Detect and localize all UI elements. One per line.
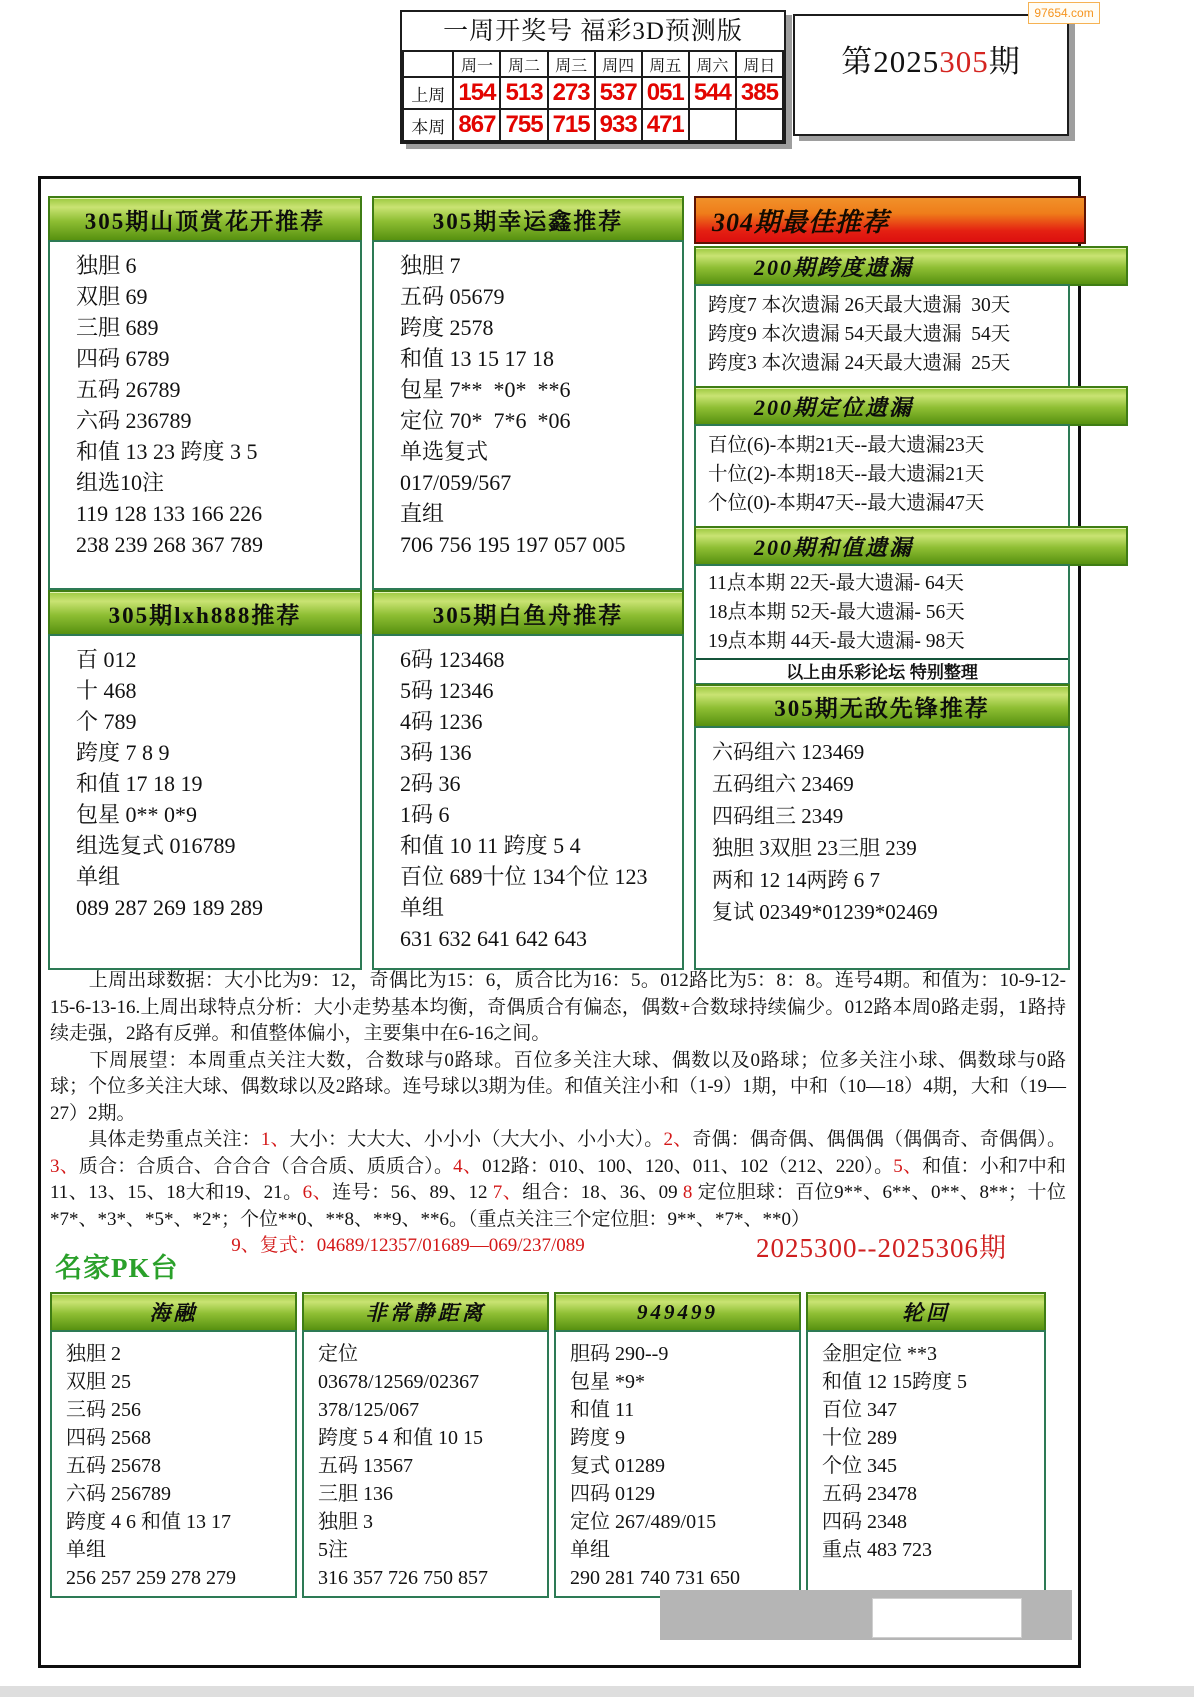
text-line: 十位(2)-本期18天--最大遗漏21天 bbox=[708, 464, 985, 485]
analysis-paragraph-focus bbox=[50, 1127, 1066, 1233]
weekly-draws-panel bbox=[400, 10, 786, 144]
text-line: 重点 483 723 bbox=[822, 1539, 932, 1561]
page-bottom-strip bbox=[0, 1686, 1194, 1697]
box-wudi-content bbox=[694, 726, 1070, 970]
box-dingwei-content bbox=[694, 424, 1070, 529]
text-line: 个位(0)-本期47天--最大遗漏47天 bbox=[708, 493, 985, 514]
draw-number-cell: 933 bbox=[595, 109, 642, 141]
text-line: 包星 7** *0* **6 bbox=[400, 377, 571, 402]
text-line: 四码 2568 bbox=[66, 1427, 151, 1449]
text-line: 跨度 7 8 9 bbox=[76, 740, 170, 765]
weekday-cell: 周四 bbox=[595, 51, 642, 77]
box-lxh888-header: 305期lxh888推荐 bbox=[48, 590, 362, 636]
text-line: 316 357 726 750 857 bbox=[318, 1567, 488, 1589]
text-line: 三胆 689 bbox=[76, 315, 159, 340]
text-line: 238 239 268 367 789 bbox=[76, 532, 263, 557]
pk-box-content bbox=[554, 1330, 801, 1598]
focus-marker: 4、 bbox=[453, 1155, 483, 1177]
draw-number-cell: 867 bbox=[453, 109, 500, 141]
focus-marker: 6、 bbox=[302, 1182, 333, 1203]
focus-marker: 3、 bbox=[50, 1155, 79, 1177]
box-hezhi-content bbox=[694, 564, 1070, 685]
text-line: 双胆 69 bbox=[76, 284, 148, 309]
text-line: 五码 13567 bbox=[318, 1455, 413, 1477]
text-line: 六码 256789 bbox=[66, 1483, 171, 1505]
text-line: 三胆 136 bbox=[318, 1483, 393, 1505]
text-line: 单组 bbox=[76, 864, 121, 889]
text-line: 独胆 2 bbox=[66, 1343, 121, 1365]
weekday-cell: 周六 bbox=[689, 51, 736, 77]
text-line: 百位 347 bbox=[822, 1399, 897, 1421]
draw-number-cell: 154 bbox=[453, 77, 500, 109]
focus-marker: 5、 bbox=[893, 1155, 923, 1177]
draw-number-cell: 471 bbox=[642, 109, 689, 141]
text-line: 和值 17 18 19 bbox=[76, 771, 203, 796]
text-line: 2码 36 bbox=[400, 771, 461, 796]
text-line: 1码 6 bbox=[400, 802, 450, 827]
draw-number-cell: 385 bbox=[736, 77, 783, 109]
text-line: 五码 26789 bbox=[76, 377, 181, 402]
text-line: 组选复式 016789 bbox=[76, 833, 236, 858]
text-line: 独胆 7 bbox=[400, 253, 461, 278]
draw-number-cell: 755 bbox=[500, 109, 547, 141]
text-line: 六码组六 123469 bbox=[712, 740, 865, 764]
text-line: 三码 256 bbox=[66, 1399, 141, 1421]
corner-cell bbox=[403, 51, 453, 77]
text-line: 独胆 3 bbox=[318, 1511, 373, 1533]
text-line: 11点本期 22天-最大遗漏- 64天 bbox=[708, 573, 965, 594]
text-line: 五码 25678 bbox=[66, 1455, 161, 1477]
text-line: 四码组三 2349 bbox=[712, 804, 844, 828]
analysis-paragraph-outlook: 下周展望：本周重点关注大数，合数球与0路球。百位多关注大球、偶数以及0路球；位多关注小球、偶数球与0路球；个位多关注大球、偶数球以及2路球。连号球以3期为佳。和值关注小和（1-9）1期，中和（10—18）4期，大和（19—27）2期。 bbox=[50, 1049, 1066, 1124]
pk-box-content bbox=[302, 1330, 549, 1598]
text-line: 和值 10 11 跨度 5 4 bbox=[400, 833, 581, 858]
text-line: 单组 bbox=[570, 1539, 610, 1561]
text-line: 跨度3 本次遗漏 24天最大遗漏 25天 bbox=[708, 353, 1011, 374]
box-dingwei-header: 200期定位遗漏 bbox=[694, 386, 1128, 426]
week-row-label: 上周 bbox=[403, 77, 453, 109]
draw-number-cell: 513 bbox=[500, 77, 547, 109]
focus-text: 定位胆球：百位9**、6**、0**、8**；十位*7*、*3*、*5*、*2*；个位**0、**8、**9、**6。（重点关注三个定位胆：9**、*7*、**0） bbox=[50, 1182, 1066, 1230]
weekday-cell: 周二 bbox=[500, 51, 547, 77]
text-line: 706 756 195 197 057 005 bbox=[400, 532, 626, 557]
pk-box-content bbox=[806, 1330, 1046, 1598]
text-line: 百位 689十位 134个位 123 bbox=[400, 864, 648, 889]
text-line: 089 287 269 189 289 bbox=[76, 895, 263, 920]
text-line: 四码 6789 bbox=[76, 346, 170, 371]
pk-box-header: 海融 bbox=[50, 1292, 297, 1332]
box-lxh888-content bbox=[48, 634, 362, 970]
draw-number-cell: 537 bbox=[595, 77, 642, 109]
focus-text: 质合：合质合、合合合（合合质、质质合）。 bbox=[78, 1155, 454, 1177]
focus-marker: 2、 bbox=[663, 1129, 693, 1150]
text-line: 跨度9 本次遗漏 54天最大遗漏 54天 bbox=[708, 324, 1011, 345]
text-line: 和值 13 15 17 18 bbox=[400, 346, 555, 371]
text-line: 单选复式 bbox=[400, 439, 489, 464]
weekday-cell: 周一 bbox=[453, 51, 500, 77]
pk-box-header: 949499 bbox=[554, 1292, 801, 1332]
analysis-fushi-line: 9、复式：04689/12357/01689—069/237/089 bbox=[231, 1235, 585, 1256]
text-line: 290 281 740 731 650 bbox=[570, 1567, 740, 1589]
weekly-table bbox=[402, 50, 784, 142]
text-line: 定位 70* 7*6 *06 bbox=[400, 408, 571, 433]
focus-text: 连号：56、89、12 bbox=[332, 1182, 493, 1203]
issue-number bbox=[795, 36, 1067, 81]
text-line: 和值 11 bbox=[570, 1399, 635, 1421]
issue-prefix: 第2025 bbox=[841, 44, 940, 79]
pk-box-header: 非常静距离 bbox=[302, 1292, 549, 1332]
focus-text: 大小：大大大、小小小（大大小、小小大）。 bbox=[289, 1129, 664, 1150]
text-line: 单组 bbox=[400, 895, 445, 920]
text-line: 独胆 6 bbox=[76, 253, 137, 278]
text-line: 复试 02349*01239*02469 bbox=[712, 900, 938, 924]
weekly-draws-title: 一周开奖号 福彩3D预测版 bbox=[443, 18, 743, 45]
draw-number-cell: 715 bbox=[548, 109, 595, 141]
text-line: 017/059/567 bbox=[400, 470, 512, 495]
text-line: 378/125/067 bbox=[318, 1399, 420, 1421]
text-line: 组选10注 bbox=[76, 470, 165, 495]
issue-range: 2025300--2025306期 bbox=[756, 1233, 1007, 1263]
weekday-cell: 周日 bbox=[736, 51, 783, 77]
text-line: 4码 1236 bbox=[400, 709, 483, 734]
issue-panel bbox=[793, 14, 1069, 136]
box-hezhi-header: 200期和值遗漏 bbox=[694, 526, 1128, 566]
box-baiyuzhou-content bbox=[372, 634, 684, 970]
analysis-block bbox=[50, 968, 1066, 1259]
box-baiyuzhou-header: 305期白鱼舟推荐 bbox=[372, 590, 684, 636]
issue-highlight: 305 bbox=[939, 44, 989, 79]
text-line: 03678/12569/02367 bbox=[318, 1371, 480, 1393]
box-xingyunxin-content bbox=[372, 240, 684, 590]
text-line: 六码 236789 bbox=[76, 408, 192, 433]
draw-number-cell: 273 bbox=[548, 77, 595, 109]
text-line: 631 632 641 642 643 bbox=[400, 926, 587, 951]
text-line: 定位 267/489/015 bbox=[570, 1511, 717, 1533]
text-line: 五码 05679 bbox=[400, 284, 505, 309]
box-wudi-header: 305期无敌先锋推荐 bbox=[694, 684, 1070, 728]
text-line: 百位(6)-本期21天--最大遗漏23天 bbox=[708, 435, 985, 456]
text-line: 胆码 290--9 bbox=[570, 1343, 669, 1365]
box-xingyunxin-header: 305期幸运鑫推荐 bbox=[372, 196, 684, 242]
hezhi-lines bbox=[696, 569, 1068, 656]
box-best304-header: 304期最佳推荐 bbox=[694, 196, 1086, 244]
text-line: 跨度7 本次遗漏 26天最大遗漏 30天 bbox=[708, 295, 1011, 316]
text-line: 单组 bbox=[66, 1539, 106, 1561]
text-line: 金胆定位 **3 bbox=[822, 1343, 937, 1365]
text-line: 十 468 bbox=[76, 678, 137, 703]
draw-number-cell bbox=[736, 109, 783, 141]
box-kuadu-header: 200期跨度遗漏 bbox=[694, 246, 1128, 286]
focus-marker: 7、 bbox=[492, 1182, 523, 1203]
text-line: 包星 *9* bbox=[570, 1371, 645, 1393]
draw-number-cell: 544 bbox=[689, 77, 736, 109]
text-line: 五码组六 23469 bbox=[712, 772, 854, 796]
draw-number-cell bbox=[689, 109, 736, 141]
hezhi-footer-note: 以上由乐彩论坛 特别整理 bbox=[696, 658, 1068, 685]
text-line: 跨度 2578 bbox=[400, 315, 494, 340]
focus-text: 和值：小和7中和11、13、15、18大和19、21。 bbox=[50, 1155, 1066, 1203]
text-line: 5码 12346 bbox=[400, 678, 494, 703]
text-line: 四码 0129 bbox=[570, 1483, 655, 1505]
text-line: 跨度 4 6 和值 13 17 bbox=[66, 1511, 231, 1533]
text-line: 119 128 133 166 226 bbox=[76, 501, 263, 526]
text-line: 和值 13 23 跨度 3 5 bbox=[76, 439, 258, 464]
text-line: 百 012 bbox=[76, 647, 137, 672]
text-line: 18点本期 52天-最大遗漏- 56天 bbox=[708, 602, 965, 623]
text-line: 个位 345 bbox=[822, 1455, 897, 1477]
text-line: 直组 bbox=[400, 501, 445, 526]
text-line: 包星 0** 0*9 bbox=[76, 802, 198, 827]
focus-text: 012路：010、100、120、011、102（212、220）。 bbox=[482, 1155, 894, 1177]
text-line: 个 789 bbox=[76, 709, 137, 734]
week-row-label: 本周 bbox=[403, 109, 453, 141]
text-line: 定位 bbox=[318, 1343, 358, 1365]
box-kuadu-content bbox=[694, 284, 1070, 389]
analysis-paragraph-last-week: 上周出球数据：大小比为9：12，奇偶比为15：6，质合比为16：5。012路比为5：8：8。连号4期。和值为：10-9-12-15-6-13-16.上周出球特点分析：大小走势基本均衡，奇偶质合有偏态，偶数+合数球持续偏少。012路本周0路走弱，1路持续走强，2路有反弹。和值整体偏小，主要集中在6-16之间。 bbox=[50, 970, 1066, 1044]
text-line: 四码 2348 bbox=[822, 1511, 907, 1533]
pk-box-header: 轮回 bbox=[806, 1292, 1046, 1332]
text-line: 6码 123468 bbox=[400, 647, 505, 672]
focus-text: 组合：18、36、09 bbox=[522, 1182, 683, 1203]
focus-marker: 1、 bbox=[260, 1129, 290, 1150]
focus-text: 具体走势重点关注： bbox=[50, 1129, 261, 1150]
text-line: 5注 bbox=[318, 1539, 348, 1561]
draw-number-cell: 051 bbox=[642, 77, 689, 109]
focus-marker: 8 bbox=[682, 1182, 698, 1203]
text-line: 3码 136 bbox=[400, 740, 472, 765]
text-line: 十位 289 bbox=[822, 1427, 897, 1449]
weekday-cell: 周五 bbox=[642, 51, 689, 77]
text-line: 256 257 259 278 279 bbox=[66, 1567, 236, 1589]
pk-section-title: 名家PK台 bbox=[55, 1253, 179, 1283]
weekday-cell: 周三 bbox=[548, 51, 595, 77]
text-line: 独胆 3双胆 23三胆 239 bbox=[712, 836, 917, 860]
text-line: 跨度 5 4 和值 10 15 bbox=[318, 1427, 483, 1449]
issue-suffix: 期 bbox=[988, 44, 1021, 79]
box-shanding-content bbox=[48, 240, 362, 590]
text-line: 两和 12 14两跨 6 7 bbox=[712, 868, 880, 892]
pk-box-content bbox=[50, 1330, 297, 1598]
box-shanding-header: 305期山顶赏花开推荐 bbox=[48, 196, 362, 242]
text-line: 复式 01289 bbox=[570, 1455, 665, 1477]
text-line: 双胆 25 bbox=[66, 1371, 131, 1393]
text-line: 跨度 9 bbox=[570, 1427, 625, 1449]
text-line: 19点本期 44天-最大遗漏- 98天 bbox=[708, 631, 965, 652]
text-line: 和值 12 15跨度 5 bbox=[822, 1371, 967, 1393]
focus-text: 奇偶：偶奇偶、偶偶偶（偶偶奇、奇偶偶）。 bbox=[692, 1129, 1066, 1150]
footer-input-box[interactable] bbox=[872, 1598, 1022, 1638]
text-line: 五码 23478 bbox=[822, 1483, 917, 1505]
site-watermark-link[interactable]: 97654.com bbox=[1028, 2, 1100, 24]
